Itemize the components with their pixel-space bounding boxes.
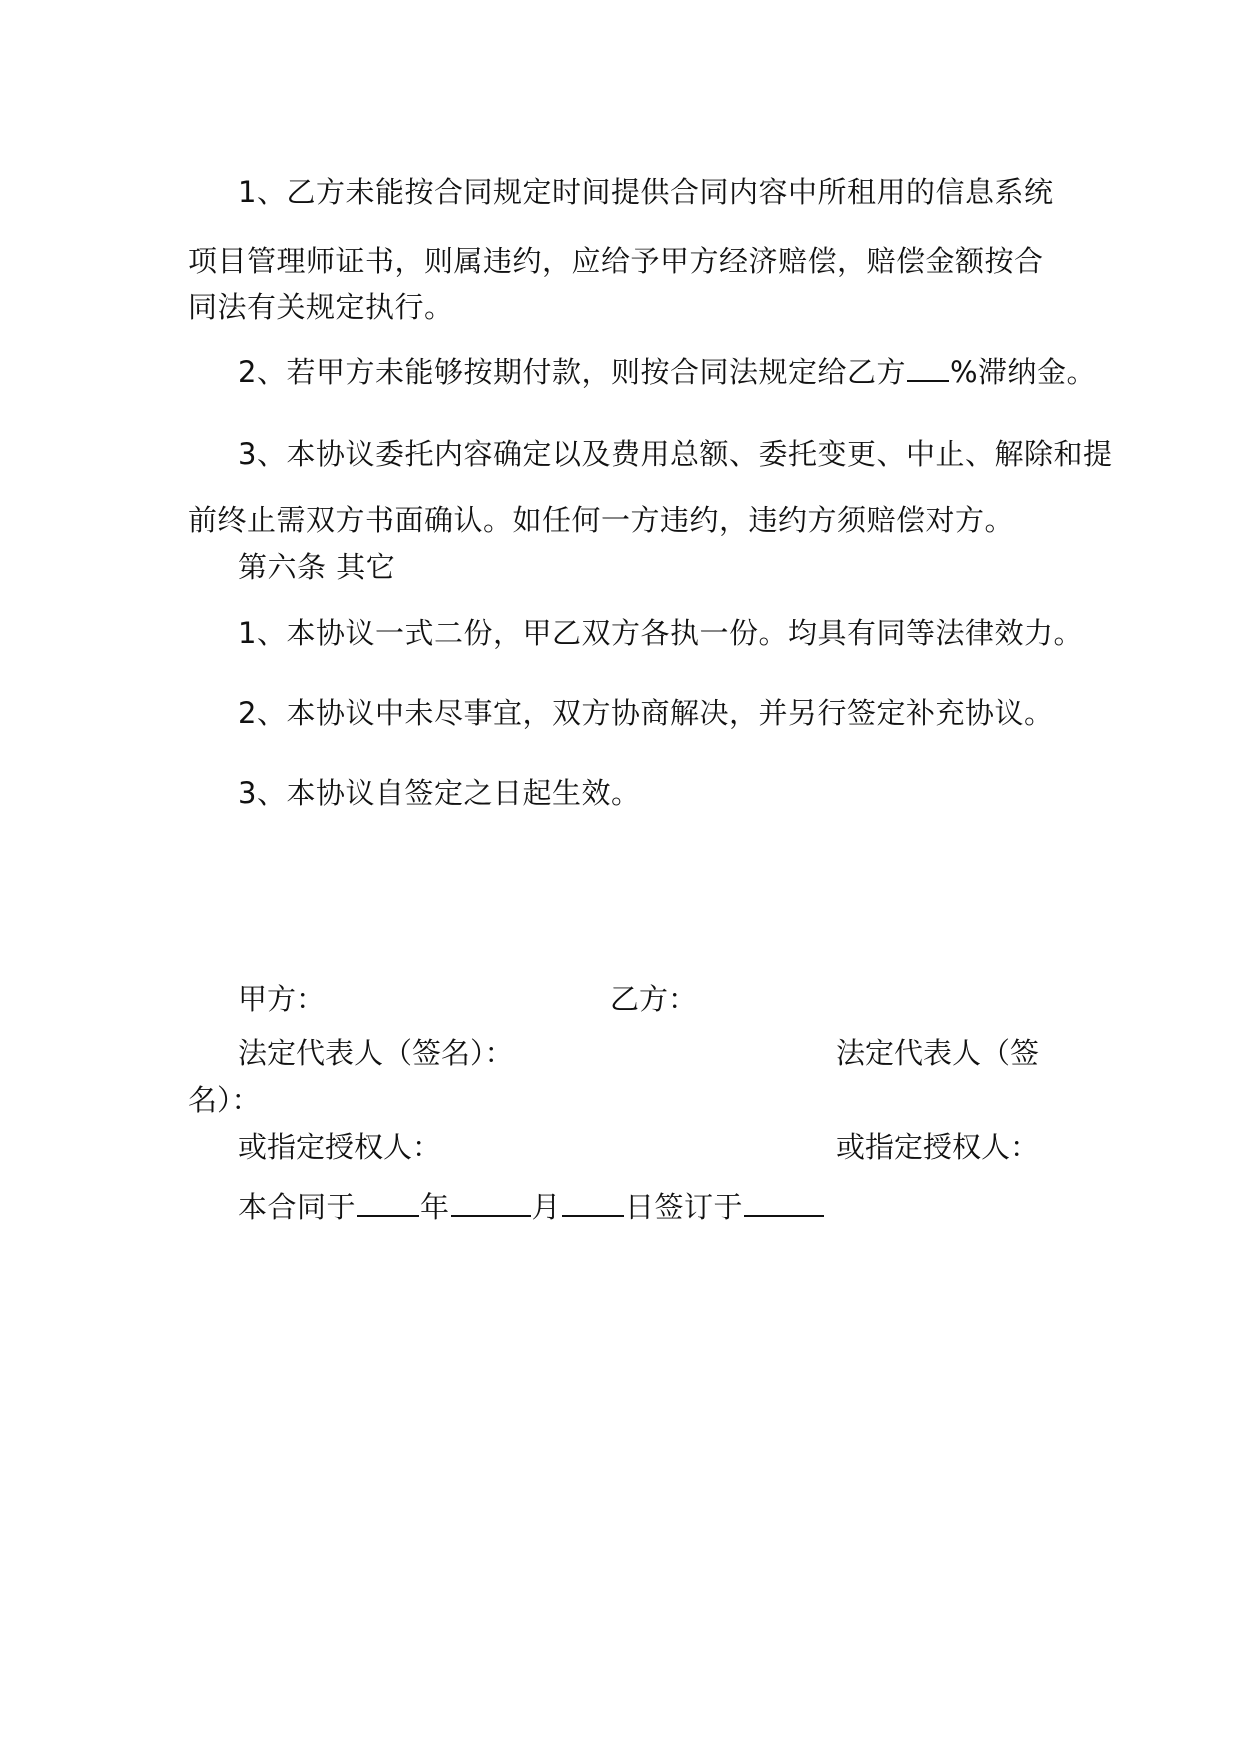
day-blank [562, 1214, 624, 1217]
clause5-item2-text-before: 2、若甲方未能够按期付款，则按合同法规定给乙方 [238, 355, 906, 389]
year-blank [357, 1214, 419, 1217]
party-b-label: 乙方： [610, 982, 698, 1016]
legal-rep-b-label-cont: 名）： [188, 1083, 261, 1117]
signing-date-prefix: 本合同于 [238, 1190, 357, 1224]
party-a-label: 甲方： [238, 982, 326, 1016]
authorized-b-label: 或指定授权人： [836, 1130, 1040, 1164]
legal-rep-b-label: 法定代表人（签 [836, 1036, 1040, 1070]
signing-date-line [238, 1190, 825, 1224]
clause5-item1-line3: 同法有关规定执行。 [188, 290, 454, 324]
clause5-item3-line2: 前终止需双方书面确认。如任何一方违约，违约方须赔偿对方。 [188, 503, 1015, 537]
legal-rep-a-label: 法定代表人（签名）： [238, 1036, 514, 1070]
clause5-item2 [238, 355, 1097, 389]
clause6-item2: 2、本协议中未尽事宜，双方协商解决，并另行签定补充协议。 [238, 696, 1054, 730]
clause5-item3-line1: 3、本协议委托内容确定以及费用总额、委托变更、中止、解除和提 [238, 437, 1113, 471]
month-blank [451, 1214, 531, 1217]
clause6-heading: 第六条 其它 [238, 550, 396, 584]
clause5-item1-line2: 项目管理师证书，则属违约，应给予甲方经济赔偿，赔偿金额按合 [188, 244, 1044, 278]
clause5-item2-text-after: %滞纳金。 [949, 355, 1097, 389]
authorized-a-label: 或指定授权人： [238, 1130, 442, 1164]
clause5-item1-line1: 1、乙方未能按合同规定时间提供合同内容中所租用的信息系统 [238, 175, 1054, 209]
place-blank [744, 1214, 824, 1217]
day-label: 日签订于 [625, 1190, 744, 1224]
year-label: 年 [420, 1190, 450, 1224]
late-fee-percent-blank [907, 379, 949, 382]
month-label: 月 [531, 1190, 562, 1224]
clause6-item3: 3、本协议自签定之日起生效。 [238, 776, 641, 810]
clause6-item1: 1、本协议一式二份，甲乙双方各执一份。均具有同等法律效力。 [238, 616, 1083, 650]
